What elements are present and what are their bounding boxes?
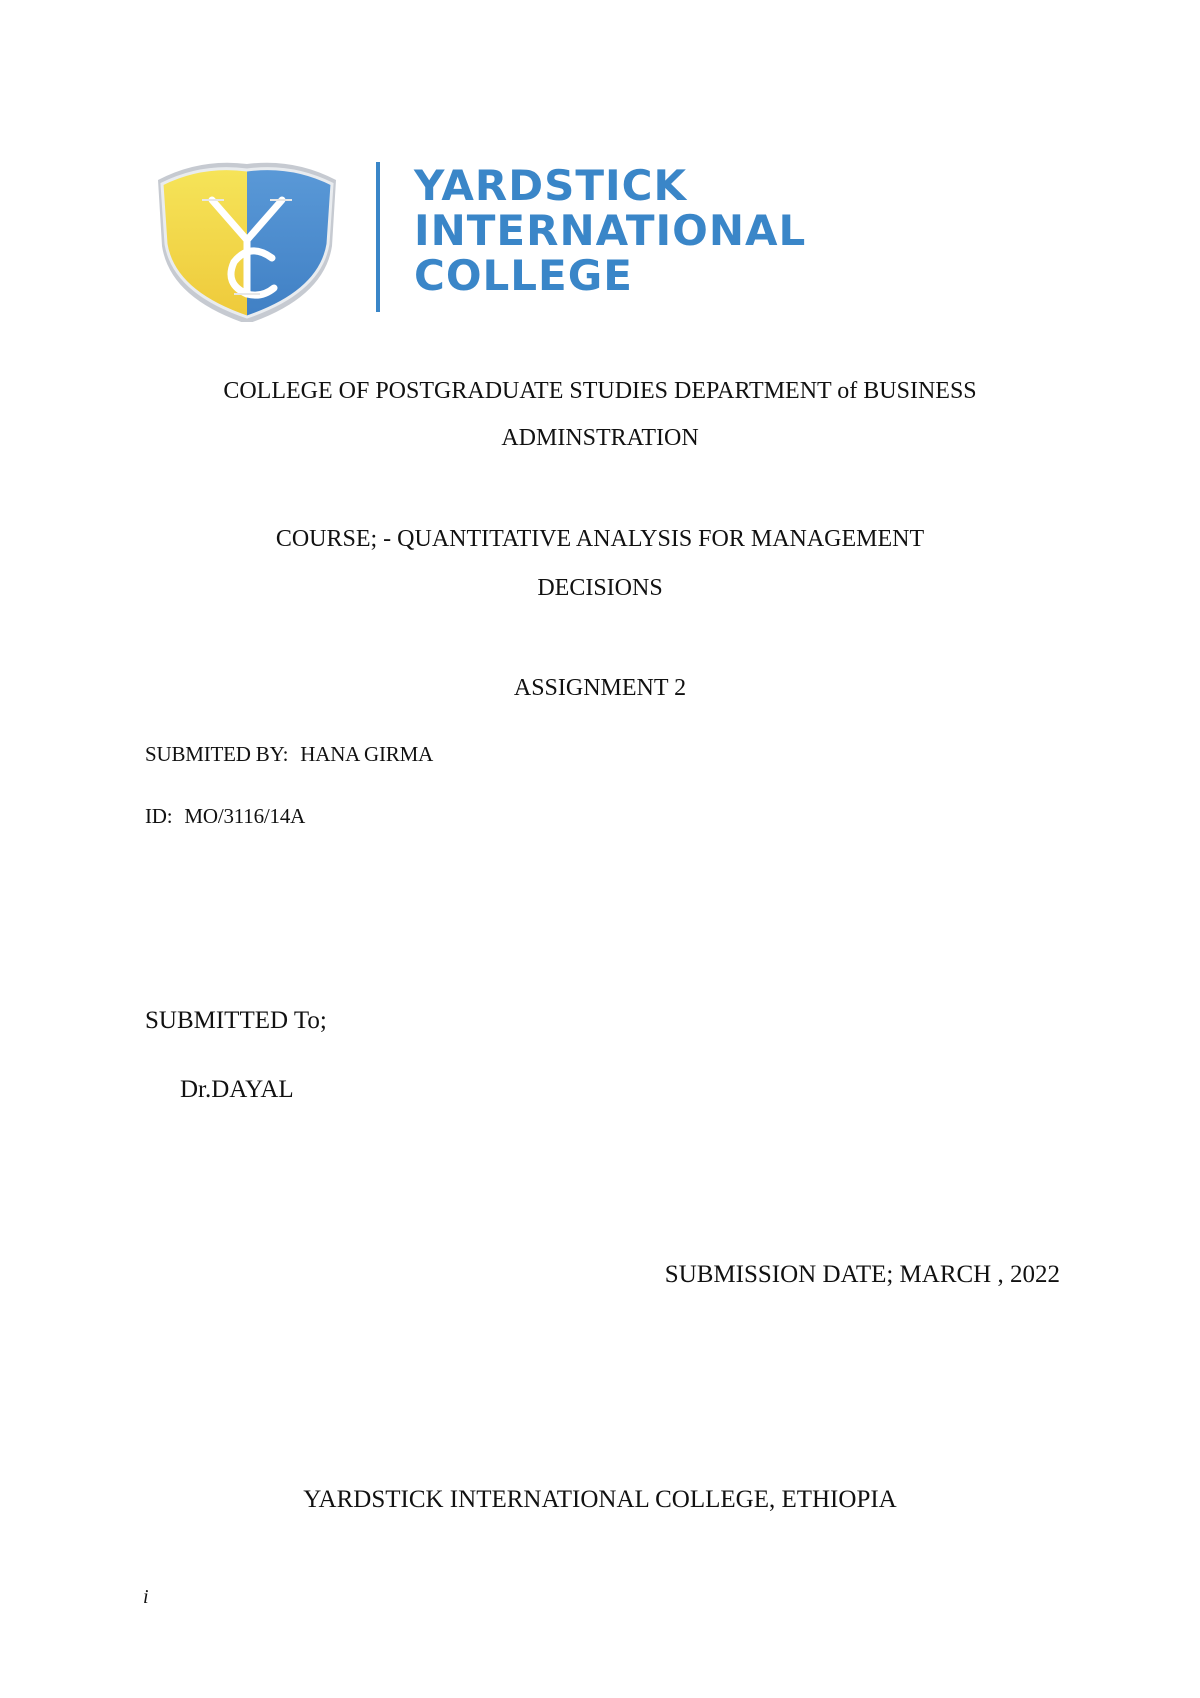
logo-text-line-2: INTERNATIONAL (414, 206, 807, 255)
course-title-line-1: COURSE; - QUANTITATIVE ANALYSIS FOR MANAGEMENT (275, 526, 925, 552)
college-footer: YARDSTICK INTERNATIONAL COLLEGE, ETHIOPIA (303, 1486, 897, 1513)
logo-text-line-1: YARDSTICK (414, 162, 687, 210)
page-number: i (143, 1586, 149, 1608)
submission-date: SUBMISSION DATE; MARCH , 2022 (664, 1261, 1060, 1288)
logo-text-line-3: COLLEGE (414, 251, 633, 300)
course-title-line-2: DECISIONS (537, 575, 663, 601)
department-title-line-1: COLLEGE OF POSTGRADUATE STUDIES DEPARTMENT of BUSINESS (223, 378, 977, 404)
college-logo (152, 162, 912, 322)
department-title-line-2: ADMINSTRATION (501, 425, 699, 451)
logo-divider (376, 162, 380, 312)
submitted-to-label: SUBMITTED To; (145, 1007, 327, 1034)
submitted-to-value: Dr.DAYAL (180, 1076, 294, 1103)
student-id (145, 801, 305, 831)
student-id-label: ID: (145, 804, 173, 828)
student-id-value: MO/3116/14A (184, 804, 306, 828)
assignment-title: ASSIGNMENT 2 (513, 675, 687, 701)
shield-emblem (152, 162, 347, 322)
submitted-by-label: SUBMITED BY: (145, 742, 289, 766)
submitted-by (145, 739, 433, 769)
submitted-by-value: HANA GIRMA (300, 742, 434, 766)
